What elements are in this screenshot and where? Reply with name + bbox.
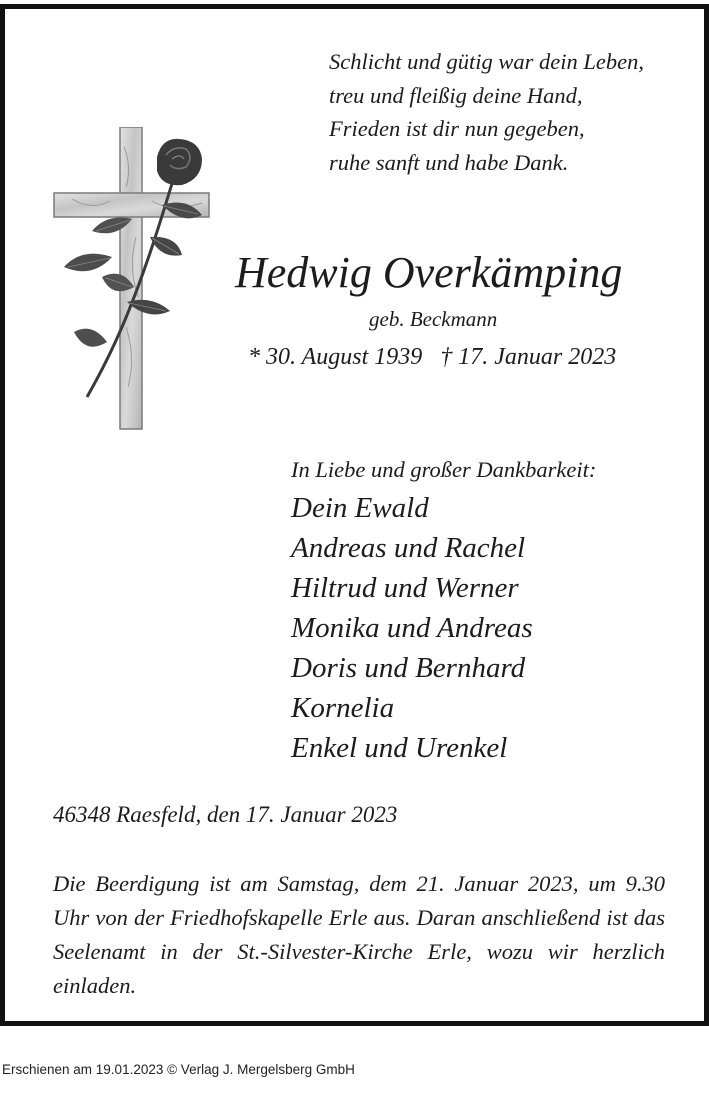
- poem: [329, 45, 689, 179]
- maiden-name: geb. Beckmann: [369, 307, 498, 331]
- poem-line: Schlicht und gütig war dein Leben,: [329, 49, 644, 74]
- mourner-name: Hiltrud und Werner: [291, 572, 519, 604]
- birth-date: * 30. August 1939: [248, 344, 423, 370]
- poem-line: treu und fleißig deine Hand,: [329, 82, 583, 108]
- life-dates: [248, 341, 616, 373]
- mourner-name: Doris und Bernhard: [291, 652, 526, 684]
- obituary-frame: [0, 4, 709, 1026]
- mourner-name: Enkel und Urenkel: [291, 732, 508, 764]
- deceased-name: Hedwig Overkämping: [235, 248, 623, 297]
- funeral-notice: Die Beerdigung ist am Samstag, dem 21. Januar 2023, um 9.30 Uhr von der Friedhofskapelle Erle aus. Daran anschließend ist das Seelenamt in der St.-Silvester-Kirche Erle, wozu wir herzlich einladen.: [53, 871, 665, 998]
- poem-line: Frieden ist dir nun gegeben,: [329, 116, 585, 141]
- mourner-name: Andreas und Rachel: [291, 532, 526, 564]
- publication-footer: Erschienen am 19.01.2023 © Verlag J. Mergelsberg GmbH: [2, 1062, 355, 1077]
- mourner-name: Dein Ewald: [291, 492, 429, 524]
- mourner-name: Kornelia: [291, 692, 395, 724]
- poem-line: ruhe sanft und habe Dank.: [329, 149, 569, 175]
- mourners-intro: In Liebe und großer Dankbarkeit:: [291, 457, 597, 482]
- place-and-date: 46348 Raesfeld, den 17. Januar 2023: [53, 802, 398, 827]
- mourners-list: [291, 488, 533, 768]
- cross-with-rose-icon: [52, 127, 216, 433]
- death-date: † 17. Januar 2023: [440, 344, 617, 370]
- mourner-name: Monika und Andreas: [291, 612, 533, 644]
